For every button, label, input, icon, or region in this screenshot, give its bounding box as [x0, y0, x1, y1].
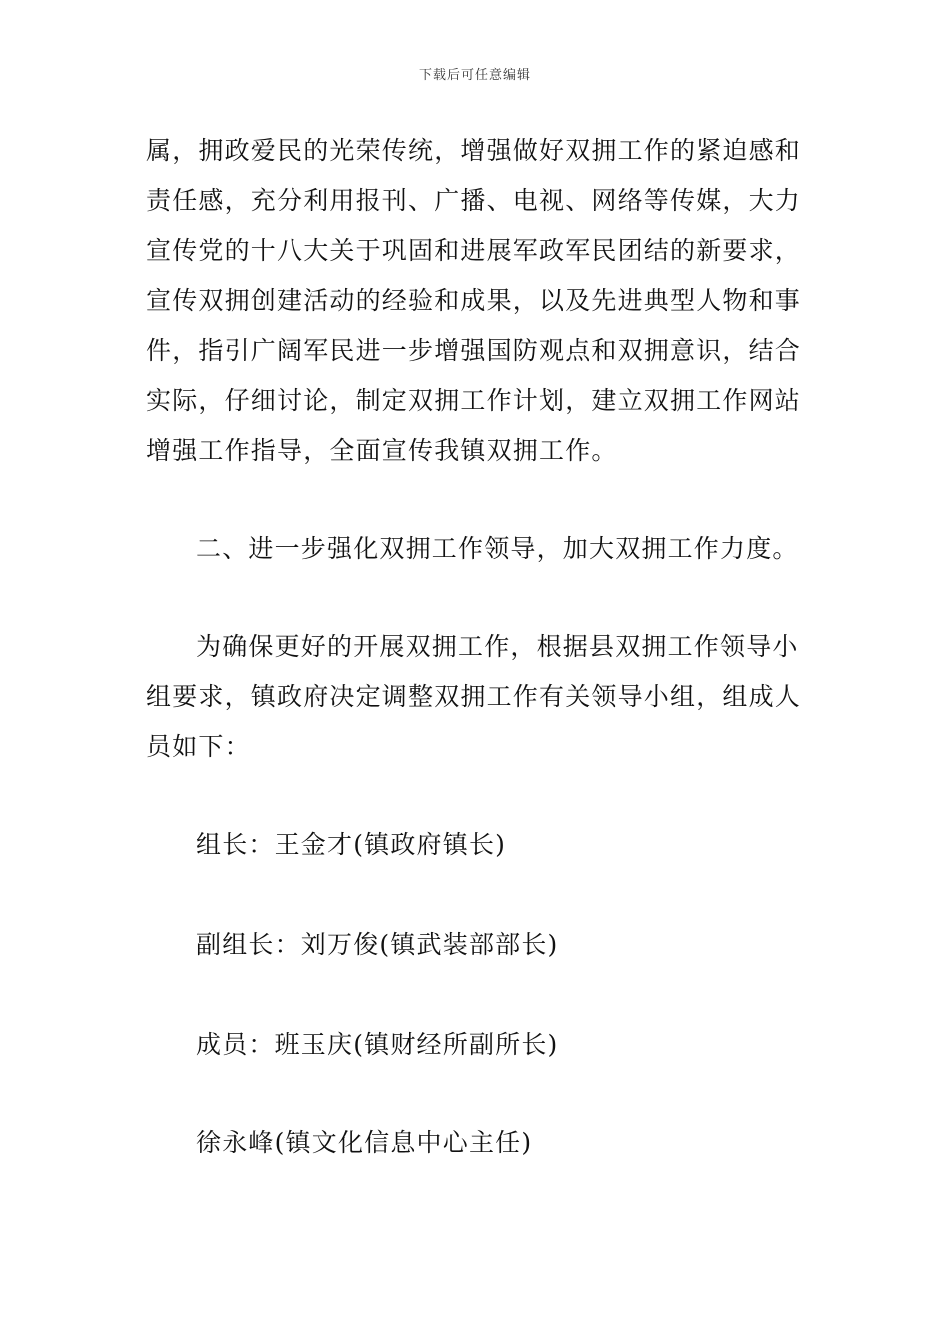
paragraph-1-line: 宣传党的十八大关于巩固和进展军政军民团结的新要求，: [146, 236, 802, 265]
paragraph-1-line: 实际，仔细讨论，制定双拥工作计划，建立双拥工作网站: [146, 386, 802, 415]
paragraph-2-line: 组要求，镇政府决定调整双拥工作有关领导小组，组成人: [146, 682, 802, 711]
member-leader: 组长：王金才(镇政府镇长): [196, 830, 507, 859]
paragraph-1-line: 增强工作指导，全面宣传我镇双拥工作。: [146, 436, 618, 465]
member-1: 成员：班玉庆(镇财经所副所长): [196, 1030, 559, 1059]
paragraph-2-line: 为确保更好的开展双拥工作，根据县双拥工作领导小: [196, 632, 799, 661]
paragraph-1-line: 属，拥政爱民的光荣传统，增强做好双拥工作的紧迫感和: [146, 136, 802, 165]
page-header: 下载后可任意编辑: [418, 68, 531, 83]
paragraph-1: [146, 126, 810, 476]
paragraph-2: [146, 622, 810, 772]
paragraph-1-line: 责任感，充分利用报刊、广播、电视、网络等传媒，大力: [146, 186, 802, 215]
member-deputy: 副组长：刘万俊(镇武装部部长): [196, 930, 559, 959]
paragraph-2-line: 员如下：: [146, 732, 251, 761]
member-2: 徐永峰(镇文化信息中心主任): [196, 1128, 533, 1157]
paragraph-1-line: 件，指引广阔军民进一步增强国防观点和双拥意识，结合: [146, 336, 802, 365]
paragraph-1-line: 宣传双拥创建活动的经验和成果，以及先进典型人物和事: [146, 286, 802, 315]
section-2-heading: 二、进一步强化双拥工作领导，加大双拥工作力度。: [196, 534, 799, 563]
